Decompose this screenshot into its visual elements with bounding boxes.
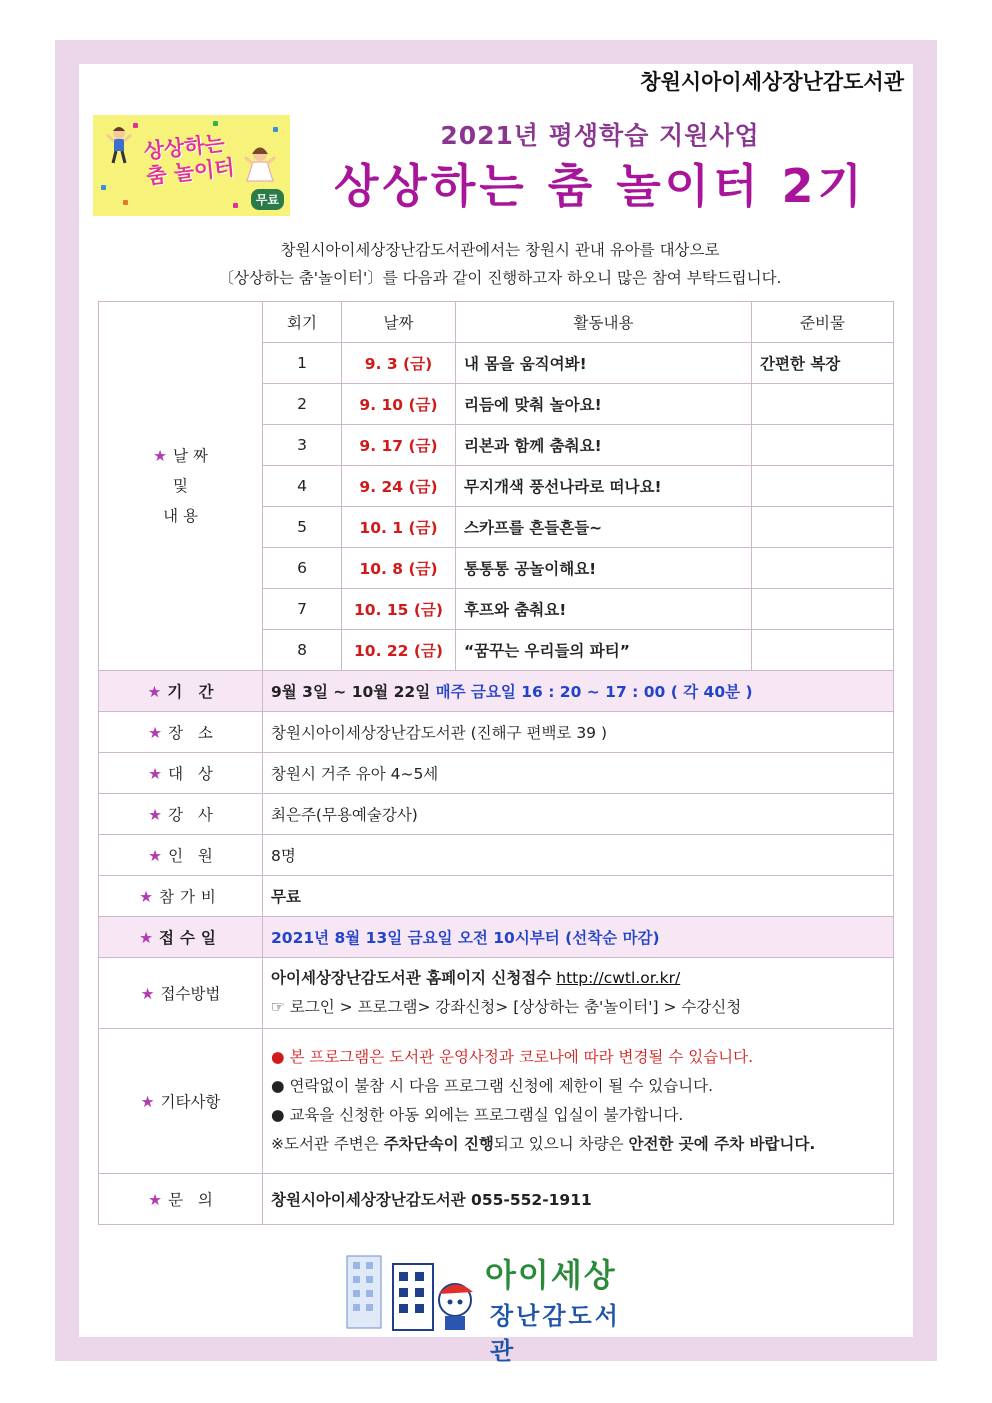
star-icon: ★ [153,447,168,465]
notes-row [99,1029,894,1174]
session-prep: 간편한 복장 [752,343,894,384]
program-banner [93,115,290,216]
target-row [99,753,894,794]
col-session: 회기 [263,302,342,343]
contact-row [99,1174,894,1225]
logo-subtext: 장난감도서관 [490,1302,621,1365]
contact-value: 창원시아이세상장난감도서관 055-552-1911 [263,1174,894,1225]
contact-label: 문 의 [168,1191,213,1209]
period-label: 기 간 [167,683,214,701]
reception-date-label: 접수일 [158,929,222,947]
session-activity: 리본과 함께 춤춰요! [456,425,752,466]
col-activity: 활동내용 [456,302,752,343]
fee-value: 무료 [263,876,894,917]
instructor-value: 최은주(무용예술강사) [263,794,894,835]
dancing-girl-icon [243,145,277,189]
schedule-header-row [99,302,894,343]
star-icon: ★ [148,806,163,824]
reception-method-row [99,958,894,1029]
session-prep [752,548,894,589]
session-no: 3 [263,425,342,466]
star-icon: ★ [148,847,163,865]
star-icon: ★ [148,765,163,783]
session-no: 4 [263,466,342,507]
fee-row [99,876,894,917]
session-activity: 통통통 공놀이해요! [456,548,752,589]
homepage-link[interactable]: http://cwtl.or.kr/ [556,969,681,987]
session-no: 2 [263,384,342,425]
program-title: 상상하는 춤 놀이터 2기 [334,159,866,213]
col-prep: 준비물 [752,302,894,343]
session-prep [752,589,894,630]
session-no: 7 [263,589,342,630]
session-date: 10. 1 (금) [342,507,456,548]
star-icon: ★ [139,929,153,947]
parking-note: ※도서관 주변은 주차단속이 진행되고 있으니 차량은 안전한 곳에 주차 바랍니다. [271,1135,816,1153]
star-icon: ★ [148,724,163,742]
period-time: 매주 금요일 16 : 20 ~ 17 : 00 ( 각 40분 ) [435,683,753,701]
session-activity: “꿈꾸는 우리들의 파티” [456,630,752,671]
place-value: 창원시아이세상장난감도서관 (진해구 편백로 39 ) [263,712,894,753]
star-icon: ★ [139,888,153,906]
session-date: 10. 8 (금) [342,548,456,589]
place-label: 장 소 [168,724,213,742]
capacity-row [99,835,894,876]
session-prep [752,507,894,548]
session-activity: 무지개색 풍선나라로 떠나요! [456,466,752,507]
target-label: 대 상 [168,765,213,783]
col-date: 날짜 [342,302,456,343]
session-date: 9. 3 (금) [342,343,456,384]
instructor-label: 강 사 [168,806,213,824]
session-activity: 스카프를 흔들흔들~ [456,507,752,548]
capacity-value: 8명 [263,835,894,876]
banner-title: 상상하는 춤 놀이터 [142,131,236,189]
session-activity: 내 몸을 움직여봐! [456,343,752,384]
session-date: 10. 15 (금) [342,589,456,630]
period-row [99,671,894,712]
schedule-label: ★ 날 짜 및 내 용 [99,302,263,671]
program-info-table [98,301,894,1225]
reception-method-text: 아이세상장난감도서관 홈페이지 신청접수 [271,969,552,987]
reception-method-label: 접수방법 [160,985,221,1003]
note-item: ● 교육을 신청한 아동 외에는 프로그램실 입실이 불가합니다. [271,1106,684,1124]
library-logo [345,1250,645,1365]
reception-date-row [99,917,894,958]
notes-label: 기타사항 [160,1093,221,1111]
target-value: 창원시 거주 유아 4~5세 [263,753,894,794]
free-badge: 무료 [251,189,284,210]
session-date: 9. 10 (금) [342,384,456,425]
logo-text: 아이세상 [485,1256,617,1294]
place-row [99,712,894,753]
session-date: 9. 17 (금) [342,425,456,466]
library-name: 창원시아이세상장난감도서관 [640,70,904,94]
session-no: 8 [263,630,342,671]
session-prep [752,466,894,507]
session-date: 10. 22 (금) [342,630,456,671]
instructor-row [99,794,894,835]
session-date: 9. 24 (금) [342,466,456,507]
session-activity: 후프와 춤춰요! [456,589,752,630]
note-item: ● 연락없이 불참 시 다음 프로그램 신청에 제한이 될 수 있습니다. [271,1077,714,1095]
star-icon: ★ [148,1191,163,1209]
building-icon [345,1250,480,1335]
session-prep [752,425,894,466]
session-prep [752,630,894,671]
session-activity: 리듬에 맞춰 놀아요! [456,384,752,425]
reception-date-value: 2021년 8월 13일 금요일 오전 10시부터 (선착순 마감) [263,917,894,958]
intro-line-1: 창원시아이세상장난감도서관에서는 창원시 관내 유아를 대상으로 [280,241,720,259]
session-no: 5 [263,507,342,548]
session-prep [752,384,894,425]
period-dates: 9월 3일 ~ 10월 22일 [271,683,431,701]
reception-method-steps: ☞ 로그인 > 프로그램> 강좌신청> [상상하는 춤'놀이터'] > 수강신청 [271,998,742,1016]
fee-label: 참가비 [158,888,222,906]
session-no: 6 [263,548,342,589]
star-icon: ★ [140,985,155,1003]
program-subtitle: 2021년 평생학습 지원사업 [440,121,760,150]
capacity-label: 인 원 [168,847,213,865]
star-icon: ★ [147,683,162,701]
dancing-child-icon [105,125,133,165]
session-no: 1 [263,343,342,384]
star-icon: ★ [140,1093,155,1111]
intro-line-2: 〔상상하는 춤'놀이터'〕를 다음과 같이 진행하고자 하오니 많은 참여 부탁드립니다. [218,269,782,287]
note-item: ● 본 프로그램은 도서관 운영사정과 코로나에 따라 변경될 수 있습니다. [271,1048,754,1066]
